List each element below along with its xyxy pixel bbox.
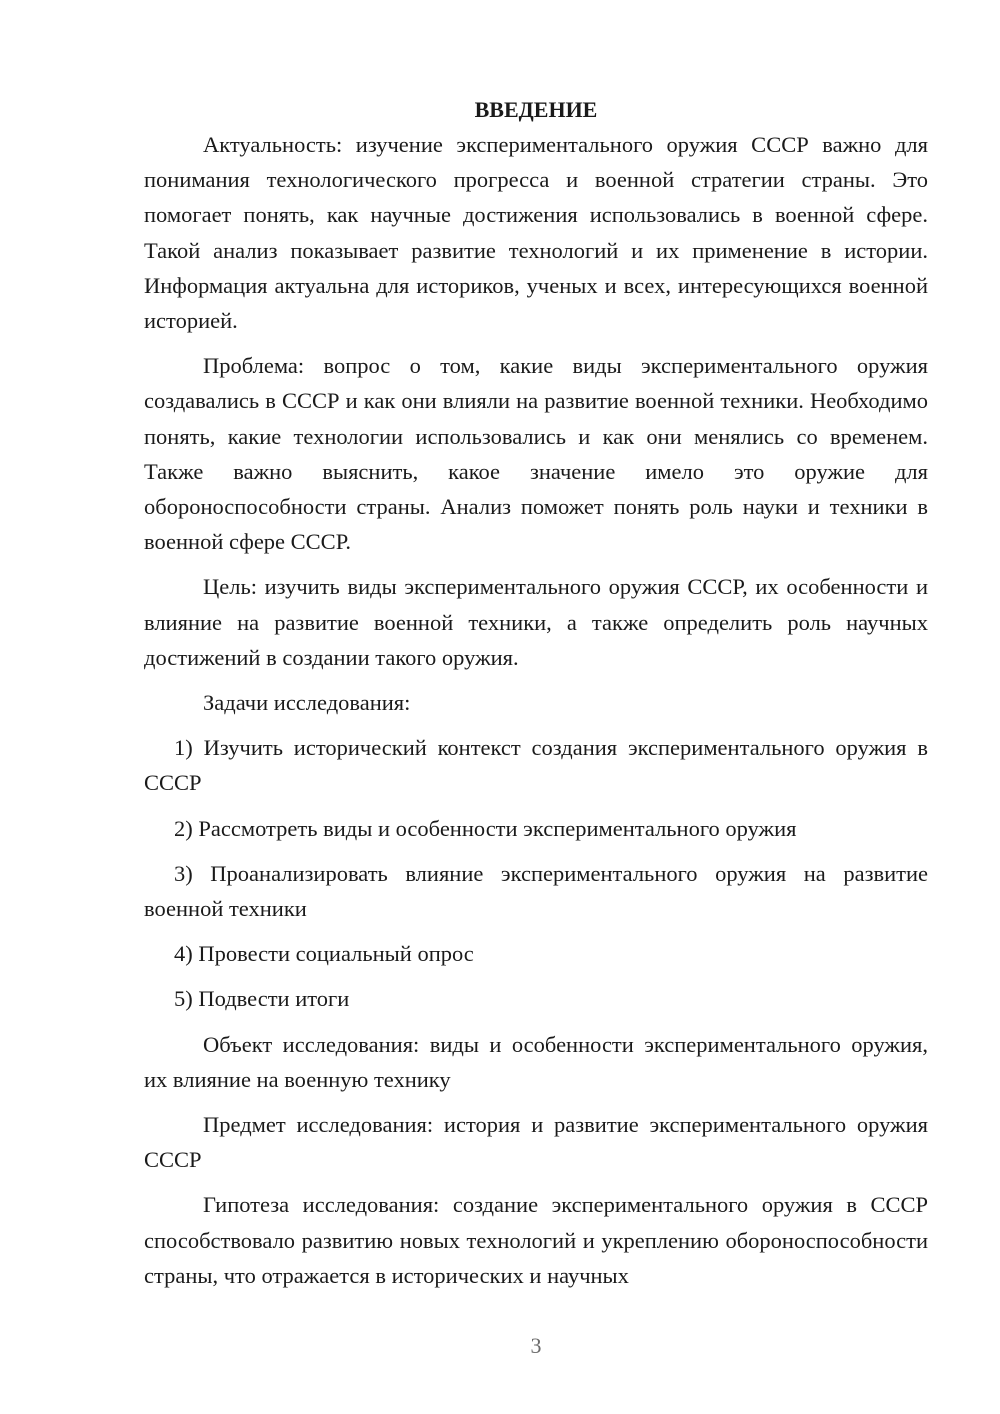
task-item-2: 2) Рассмотреть виды и особенности экспериментального оружия <box>174 815 797 841</box>
subject-paragraph: Предмет исследования: история и развитие экспериментального оружия СССР <box>144 1112 928 1173</box>
page-title: ВВЕДЕНИЕ <box>474 97 598 122</box>
task-item-5: 5) Подвести итоги <box>174 986 350 1012</box>
hypothesis-paragraph: Гипотеза исследования: создание экспериментального оружия в СССР способствовало развитию новых технологий и укреплению обороноспособности страны, что отражается в исторических и научных <box>144 1192 928 1288</box>
page-content <box>144 92 928 1303</box>
goal-paragraph: Цель: изучить виды экспериментального оружия СССР, их особенности и влияние на развитие военной техники, а также определить роль научных достижений в создании такого оружия. <box>144 574 928 670</box>
problem-paragraph: Проблема: вопрос о том, какие виды экспериментального оружия создавались в СССР и как они влияли на развитие военной техники. Необходимо понять, какие технологии использовались и как они менялись со временем. Также важно выяснить, какое значение имело это оружие для обороноспособности страны. Анализ поможет понять роль науки и техники в военной сфере СССР. <box>144 353 928 555</box>
object-paragraph: Объект исследования: виды и особенности экспериментального оружия, их влияние на военную технику <box>144 1031 928 1092</box>
tasks-heading: Задачи исследования: <box>203 690 411 716</box>
relevance-paragraph: Актуальность: изучение экспериментального оружия СССР важно для понимания технологического прогресса и военной стратегии страны. Это помогает понять, как научные достижения использовались в военной сфере. Такой анализ показывает развитие технологий и их применение в истории. Информация актуальна для историков, ученых и всех, интересующихся военной историей. <box>144 132 928 334</box>
task-item-4: 4) Провести социальный опрос <box>174 941 474 967</box>
task-item-3: 3) Проанализировать влияние экспериментального оружия на развитие военной техники <box>144 860 928 922</box>
task-item-1: 1) Изучить исторический контекст создания экспериментального оружия в СССР <box>144 735 928 796</box>
page-number: 3 <box>530 1333 542 1358</box>
